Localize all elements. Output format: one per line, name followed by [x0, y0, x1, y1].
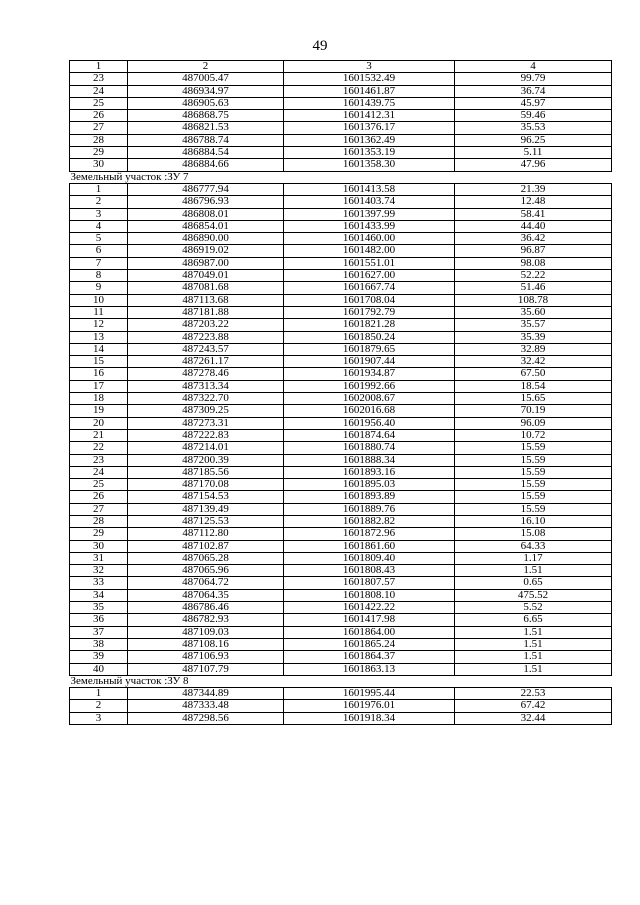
table-row	[70, 356, 612, 368]
table-row	[70, 663, 612, 675]
table-cell: 1602016.68	[284, 405, 455, 417]
table-row	[70, 110, 612, 122]
table-cell: 35.60	[455, 306, 612, 318]
table-cell: 1.51	[455, 626, 612, 638]
table-cell: 13	[70, 331, 128, 343]
table-cell: 1601627.00	[284, 270, 455, 282]
table-cell: 487064.35	[128, 589, 284, 601]
table-row	[70, 429, 612, 441]
table-cell: 487200.39	[128, 454, 284, 466]
table-cell: 2	[70, 700, 128, 712]
table-cell: 487298.56	[128, 712, 284, 724]
table-row	[70, 393, 612, 405]
table-row	[70, 688, 612, 700]
table-cell: 1601934.87	[284, 368, 455, 380]
table-cell: 486788.74	[128, 134, 284, 146]
table-cell: 37	[70, 626, 128, 638]
table-row	[70, 220, 612, 232]
table-cell: 1601995.44	[284, 688, 455, 700]
table-cell: 487049.01	[128, 270, 284, 282]
table-cell: 15.08	[455, 528, 612, 540]
table-cell: 32	[70, 565, 128, 577]
table-row	[70, 85, 612, 97]
table-cell: 12	[70, 319, 128, 331]
table-cell: 15.59	[455, 454, 612, 466]
table-cell: 35.53	[455, 122, 612, 134]
table-cell: 31	[70, 552, 128, 564]
table-cell: 39	[70, 651, 128, 663]
table-cell: 7	[70, 257, 128, 269]
table-cell: 1601895.03	[284, 479, 455, 491]
table-cell: 0.65	[455, 577, 612, 589]
table-cell: 1601874.64	[284, 429, 455, 441]
table-cell: 487064.72	[128, 577, 284, 589]
table-cell: 1601376.17	[284, 122, 455, 134]
table-cell: 487222.83	[128, 429, 284, 441]
table-cell: 98.08	[455, 257, 612, 269]
table-cell: 30	[70, 159, 128, 171]
table-cell: 22.53	[455, 688, 612, 700]
section-row	[70, 171, 612, 183]
table-cell: 486934.97	[128, 85, 284, 97]
table-cell: 14	[70, 343, 128, 355]
table-row	[70, 466, 612, 478]
table-row	[70, 380, 612, 392]
table-row	[70, 614, 612, 626]
table-cell: 1601422.22	[284, 602, 455, 614]
table-cell: 70.19	[455, 405, 612, 417]
table-cell: 486854.01	[128, 220, 284, 232]
table-cell: 487322.70	[128, 393, 284, 405]
table-cell: 487065.96	[128, 565, 284, 577]
table-cell: 1601412.31	[284, 110, 455, 122]
table-row	[70, 331, 612, 343]
table-cell: 23	[70, 73, 128, 85]
table-cell: 44.40	[455, 220, 612, 232]
table-row	[70, 159, 612, 171]
table-cell: 486890.00	[128, 233, 284, 245]
table-cell: 487108.16	[128, 638, 284, 650]
table-cell: 1601439.75	[284, 97, 455, 109]
table-cell: 487313.34	[128, 380, 284, 392]
table-cell: 18	[70, 393, 128, 405]
table-cell: 487170.08	[128, 479, 284, 491]
table-cell: 487273.31	[128, 417, 284, 429]
table-row	[70, 233, 612, 245]
table-cell: 1	[70, 183, 128, 195]
table-header-row	[70, 61, 612, 73]
table-cell: 27	[70, 503, 128, 515]
table-cell: 1601403.74	[284, 196, 455, 208]
table-cell: 1601992.66	[284, 380, 455, 392]
table-cell: 38	[70, 638, 128, 650]
table-cell: 1601532.49	[284, 73, 455, 85]
table-cell: 9	[70, 282, 128, 294]
table-row	[70, 565, 612, 577]
table-cell: 16.10	[455, 515, 612, 527]
table-cell: 3	[70, 208, 128, 220]
table-cell: 29	[70, 528, 128, 540]
table-row	[70, 73, 612, 85]
table-cell: 11	[70, 306, 128, 318]
table-cell: 1601808.43	[284, 565, 455, 577]
table-cell: 15.59	[455, 466, 612, 478]
coordinates-table	[69, 60, 612, 725]
table-cell: 108.78	[455, 294, 612, 306]
table-cell: 51.46	[455, 282, 612, 294]
table-cell: 16	[70, 368, 128, 380]
table-cell: 33	[70, 577, 128, 589]
table-cell: 21.39	[455, 183, 612, 195]
table-cell: 1601888.34	[284, 454, 455, 466]
table-cell: 1601460.00	[284, 233, 455, 245]
table-cell: 1601807.57	[284, 577, 455, 589]
table-row	[70, 343, 612, 355]
table-row	[70, 134, 612, 146]
table-cell: 487243.57	[128, 343, 284, 355]
table-cell: 3	[70, 712, 128, 724]
table-cell: 1601482.00	[284, 245, 455, 257]
table-row	[70, 257, 612, 269]
table-cell: 18.54	[455, 380, 612, 392]
coordinates-table-body	[70, 61, 612, 725]
table-cell: 1.51	[455, 651, 612, 663]
table-cell: 1.17	[455, 552, 612, 564]
table-cell: 1601362.49	[284, 134, 455, 146]
table-row	[70, 442, 612, 454]
table-cell: 1601907.44	[284, 356, 455, 368]
table-cell: 486808.01	[128, 208, 284, 220]
table-cell: 21	[70, 429, 128, 441]
table-cell: 15.59	[455, 442, 612, 454]
table-row	[70, 651, 612, 663]
table-cell: 486884.66	[128, 159, 284, 171]
table-cell: 1601809.40	[284, 552, 455, 564]
table-cell: 26	[70, 491, 128, 503]
table-cell: 15	[70, 356, 128, 368]
table-cell: 1.51	[455, 565, 612, 577]
table-row	[70, 270, 612, 282]
table-row	[70, 306, 612, 318]
table-cell: 40	[70, 663, 128, 675]
table-cell: 35.39	[455, 331, 612, 343]
table-cell: 487107.79	[128, 663, 284, 675]
column-header: 4	[455, 61, 612, 73]
table-row	[70, 540, 612, 552]
table-cell: 486905.63	[128, 97, 284, 109]
section-title: Земельный участок :ЗУ 8	[70, 675, 612, 687]
table-cell: 1601821.28	[284, 319, 455, 331]
table-cell: 5.11	[455, 147, 612, 159]
table-cell: 28	[70, 515, 128, 527]
table-cell: 486821.53	[128, 122, 284, 134]
table-cell: 1601889.76	[284, 503, 455, 515]
table-cell: 487125.53	[128, 515, 284, 527]
table-cell: 486868.75	[128, 110, 284, 122]
table-cell: 1601708.04	[284, 294, 455, 306]
table-cell: 487203.22	[128, 319, 284, 331]
table-cell: 64.33	[455, 540, 612, 552]
table-row	[70, 503, 612, 515]
table-row	[70, 626, 612, 638]
table-cell: 1601865.24	[284, 638, 455, 650]
table-cell: 20	[70, 417, 128, 429]
table-cell: 59.46	[455, 110, 612, 122]
section-title: Земельный участок :ЗУ 7	[70, 171, 612, 183]
table-cell: 52.22	[455, 270, 612, 282]
table-row	[70, 417, 612, 429]
table-cell: 487278.46	[128, 368, 284, 380]
table-cell: 1601864.37	[284, 651, 455, 663]
table-cell: 96.25	[455, 134, 612, 146]
table-cell: 1.51	[455, 663, 612, 675]
table-cell: 487065.28	[128, 552, 284, 564]
table-cell: 24	[70, 466, 128, 478]
table-cell: 486777.94	[128, 183, 284, 195]
table-cell: 1601413.58	[284, 183, 455, 195]
table-row	[70, 577, 612, 589]
table-cell: 486884.54	[128, 147, 284, 159]
table-row	[70, 552, 612, 564]
table-cell: 1.51	[455, 638, 612, 650]
table-cell: 1601956.40	[284, 417, 455, 429]
table-cell: 486786.46	[128, 602, 284, 614]
table-cell: 15.59	[455, 491, 612, 503]
table-cell: 1601861.60	[284, 540, 455, 552]
table-cell: 96.09	[455, 417, 612, 429]
table-cell: 487112.80	[128, 528, 284, 540]
table-row	[70, 515, 612, 527]
table-cell: 58.41	[455, 208, 612, 220]
table-cell: 1602008.67	[284, 393, 455, 405]
table-cell: 1601792.79	[284, 306, 455, 318]
table-row	[70, 368, 612, 380]
table-cell: 1601893.89	[284, 491, 455, 503]
table-row	[70, 700, 612, 712]
table-cell: 487081.68	[128, 282, 284, 294]
table-cell: 17	[70, 380, 128, 392]
table-cell: 32.42	[455, 356, 612, 368]
table-cell: 487223.88	[128, 331, 284, 343]
table-cell: 487333.48	[128, 700, 284, 712]
table-row	[70, 208, 612, 220]
table-row	[70, 319, 612, 331]
table-row	[70, 454, 612, 466]
table-cell: 5	[70, 233, 128, 245]
table-cell: 487344.89	[128, 688, 284, 700]
table-cell: 487005.47	[128, 73, 284, 85]
table-cell: 99.79	[455, 73, 612, 85]
section-row	[70, 675, 612, 687]
table-cell: 487261.17	[128, 356, 284, 368]
table-cell: 1601551.01	[284, 257, 455, 269]
table-cell: 1601461.87	[284, 85, 455, 97]
table-cell: 1601864.00	[284, 626, 455, 638]
table-cell: 10.72	[455, 429, 612, 441]
table-cell: 1601808.10	[284, 589, 455, 601]
table-cell: 15.65	[455, 393, 612, 405]
table-cell: 1601353.19	[284, 147, 455, 159]
table-cell: 26	[70, 110, 128, 122]
table-cell: 27	[70, 122, 128, 134]
table-cell: 487109.03	[128, 626, 284, 638]
table-row	[70, 491, 612, 503]
table-cell: 36.74	[455, 85, 612, 97]
table-cell: 23	[70, 454, 128, 466]
table-cell: 1601433.99	[284, 220, 455, 232]
table-cell: 1601850.24	[284, 331, 455, 343]
column-header: 3	[284, 61, 455, 73]
table-cell: 45.97	[455, 97, 612, 109]
table-cell: 1601882.82	[284, 515, 455, 527]
table-cell: 487102.87	[128, 540, 284, 552]
table-cell: 15.59	[455, 479, 612, 491]
table-row	[70, 528, 612, 540]
table-row	[70, 282, 612, 294]
table-cell: 1601417.98	[284, 614, 455, 626]
table-row	[70, 294, 612, 306]
table-cell: 35.57	[455, 319, 612, 331]
table-cell: 32.44	[455, 712, 612, 724]
column-header: 1	[70, 61, 128, 73]
table-row	[70, 97, 612, 109]
table-cell: 486919.02	[128, 245, 284, 257]
table-cell: 475.52	[455, 589, 612, 601]
page-number: 49	[312, 38, 328, 54]
table-cell: 36.42	[455, 233, 612, 245]
table-row	[70, 405, 612, 417]
table-cell: 24	[70, 85, 128, 97]
table-cell: 486782.93	[128, 614, 284, 626]
table-cell: 4	[70, 220, 128, 232]
table-row	[70, 479, 612, 491]
table-cell: 30	[70, 540, 128, 552]
table-cell: 487139.49	[128, 503, 284, 515]
table-cell: 19	[70, 405, 128, 417]
table-cell: 1	[70, 688, 128, 700]
table-cell: 487154.53	[128, 491, 284, 503]
table-cell: 36	[70, 614, 128, 626]
table-cell: 34	[70, 589, 128, 601]
column-header: 2	[128, 61, 284, 73]
table-row	[70, 122, 612, 134]
table-row	[70, 245, 612, 257]
table-cell: 1601918.34	[284, 712, 455, 724]
table-cell: 12.48	[455, 196, 612, 208]
table-cell: 487185.56	[128, 466, 284, 478]
table-cell: 1601667.74	[284, 282, 455, 294]
table-cell: 2	[70, 196, 128, 208]
table-cell: 47.96	[455, 159, 612, 171]
table-cell: 1601397.99	[284, 208, 455, 220]
table-cell: 1601872.96	[284, 528, 455, 540]
table-cell: 28	[70, 134, 128, 146]
table-cell: 486796.93	[128, 196, 284, 208]
table-cell: 25	[70, 479, 128, 491]
table-cell: 487106.93	[128, 651, 284, 663]
table-cell: 1601863.13	[284, 663, 455, 675]
table-row	[70, 147, 612, 159]
table-cell: 35	[70, 602, 128, 614]
table-cell: 25	[70, 97, 128, 109]
table-cell: 1601358.30	[284, 159, 455, 171]
table-cell: 1601893.16	[284, 466, 455, 478]
table-cell: 487181.88	[128, 306, 284, 318]
table-cell: 67.50	[455, 368, 612, 380]
table-row	[70, 589, 612, 601]
table-row	[70, 638, 612, 650]
table-row	[70, 712, 612, 724]
table-cell: 32.89	[455, 343, 612, 355]
table-cell: 29	[70, 147, 128, 159]
table-row	[70, 183, 612, 195]
table-cell: 8	[70, 270, 128, 282]
table-row	[70, 196, 612, 208]
table-cell: 6.65	[455, 614, 612, 626]
table-row	[70, 602, 612, 614]
table-cell: 96.87	[455, 245, 612, 257]
table-cell: 487113.68	[128, 294, 284, 306]
table-cell: 22	[70, 442, 128, 454]
table-cell: 10	[70, 294, 128, 306]
table-cell: 5.52	[455, 602, 612, 614]
table-cell: 67.42	[455, 700, 612, 712]
table-cell: 487309.25	[128, 405, 284, 417]
table-cell: 486987.00	[128, 257, 284, 269]
table-cell: 1601880.74	[284, 442, 455, 454]
table-cell: 1601976.01	[284, 700, 455, 712]
table-cell: 6	[70, 245, 128, 257]
table-cell: 487214.01	[128, 442, 284, 454]
table-cell: 1601879.65	[284, 343, 455, 355]
table-cell: 15.59	[455, 503, 612, 515]
